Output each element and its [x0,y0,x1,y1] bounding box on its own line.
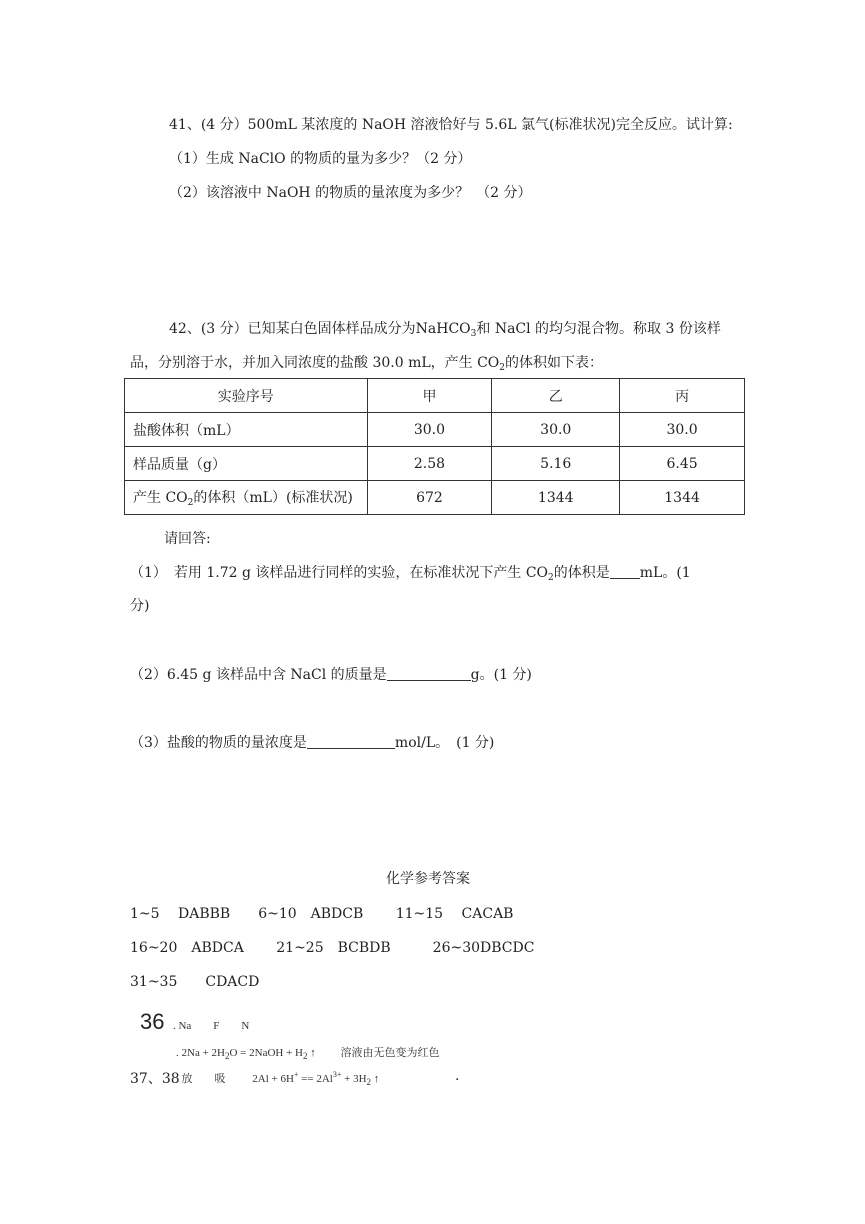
table-header-cell: 甲 [367,379,492,413]
q42-answer-1-cont: 分) [130,598,150,614]
row-label: 产生 $CO_2$的体积（mL）(标准状况) [125,481,368,515]
table-cell: 30.0 [492,413,620,447]
table-cell: 30.0 [620,413,745,447]
table-cell: 2.58 [367,447,492,481]
answer-blank-1 [610,564,640,579]
table-row [125,481,745,515]
q41-sub1: （1）生成 NaClO 的物质的量为多少？（2 分） [169,151,472,167]
table-cell: 1344 [492,481,620,515]
q42-stem-line2: 品，分别溶于水，并加入同浓度的盐酸 30.0 mL，产生 $CO_2$的体积如下表： [130,355,604,373]
table-row [125,413,745,447]
q41-sub2: （2）该溶液中 NaOH 的物质的量浓度为多少？ （2 分） [169,185,532,201]
answer-line-2: 16~20 ABDCA 21~25 BCBDB 26~30DBCDC [130,940,535,956]
q42-answer-3: （3）盐酸的物质的量浓度是 mol/L。 (1 分) [130,735,495,751]
q42-prompt: 请回答: [164,531,211,547]
answer-key-title: 化学参考答案 [386,871,470,887]
row-label: 盐酸体积（mL） [125,413,368,447]
table-header-cell: 丙 [620,379,745,413]
q42-answer-2: （2）6.45 g 该样品中含 NaCl 的质量是 g。(1 分) [130,667,532,683]
table-cell: 5.16 [492,447,620,481]
table-header-row [125,379,745,413]
q41-stem: 41、(4 分）500mL 某浓度的 NaOH 溶液恰好与 5.6L 氯气(标准状况)完全反应。试计算: [169,117,733,133]
answer-36: 36 . Na F N [140,1009,250,1034]
table-header-cell: 乙 [492,379,620,413]
table-row [125,447,745,481]
answer-line-1: 1~5 DABBB 6~10 ABDCB 11~15 CACAB [130,906,514,922]
answer-blank-2 [387,666,471,681]
table-cell: 1344 [620,481,745,515]
experiment-table [124,378,745,515]
trailing-dot: . [455,1068,460,1084]
answer-37-38-label: 37、38 [130,1071,180,1087]
table-cell: 6.45 [620,447,745,481]
answer-line-3: 31~35 CDACD [130,974,260,990]
row-label: 样品质量（g） [125,447,368,481]
answer-37-equation: . $2Na + 2H_2O$ = 2NaOH + $H_2$ ↑ 溶液由无色变为红色 [176,1047,440,1061]
q42-stem: 42、(3 分）已知某白色固体样品成分为NaHCO$_3$和 NaCl 的均匀混合物。称取 3 份该样 [169,321,721,339]
table-cell: 672 [367,481,492,515]
answer-blank-3 [307,734,395,749]
table-header-cell: 实验序号 [125,379,368,413]
answer-38-equation: . 放 吸 $2Al + 6H^+ == 2Al^{3+} + 3H_2$ ↑ [176,1070,380,1087]
q42-answer-1: （1） 若用 1.72 g 该样品进行同样的实验，在标准状况下产生 $CO_2$的体积是 mL。(1 [130,565,691,583]
table-cell: 30.0 [367,413,492,447]
